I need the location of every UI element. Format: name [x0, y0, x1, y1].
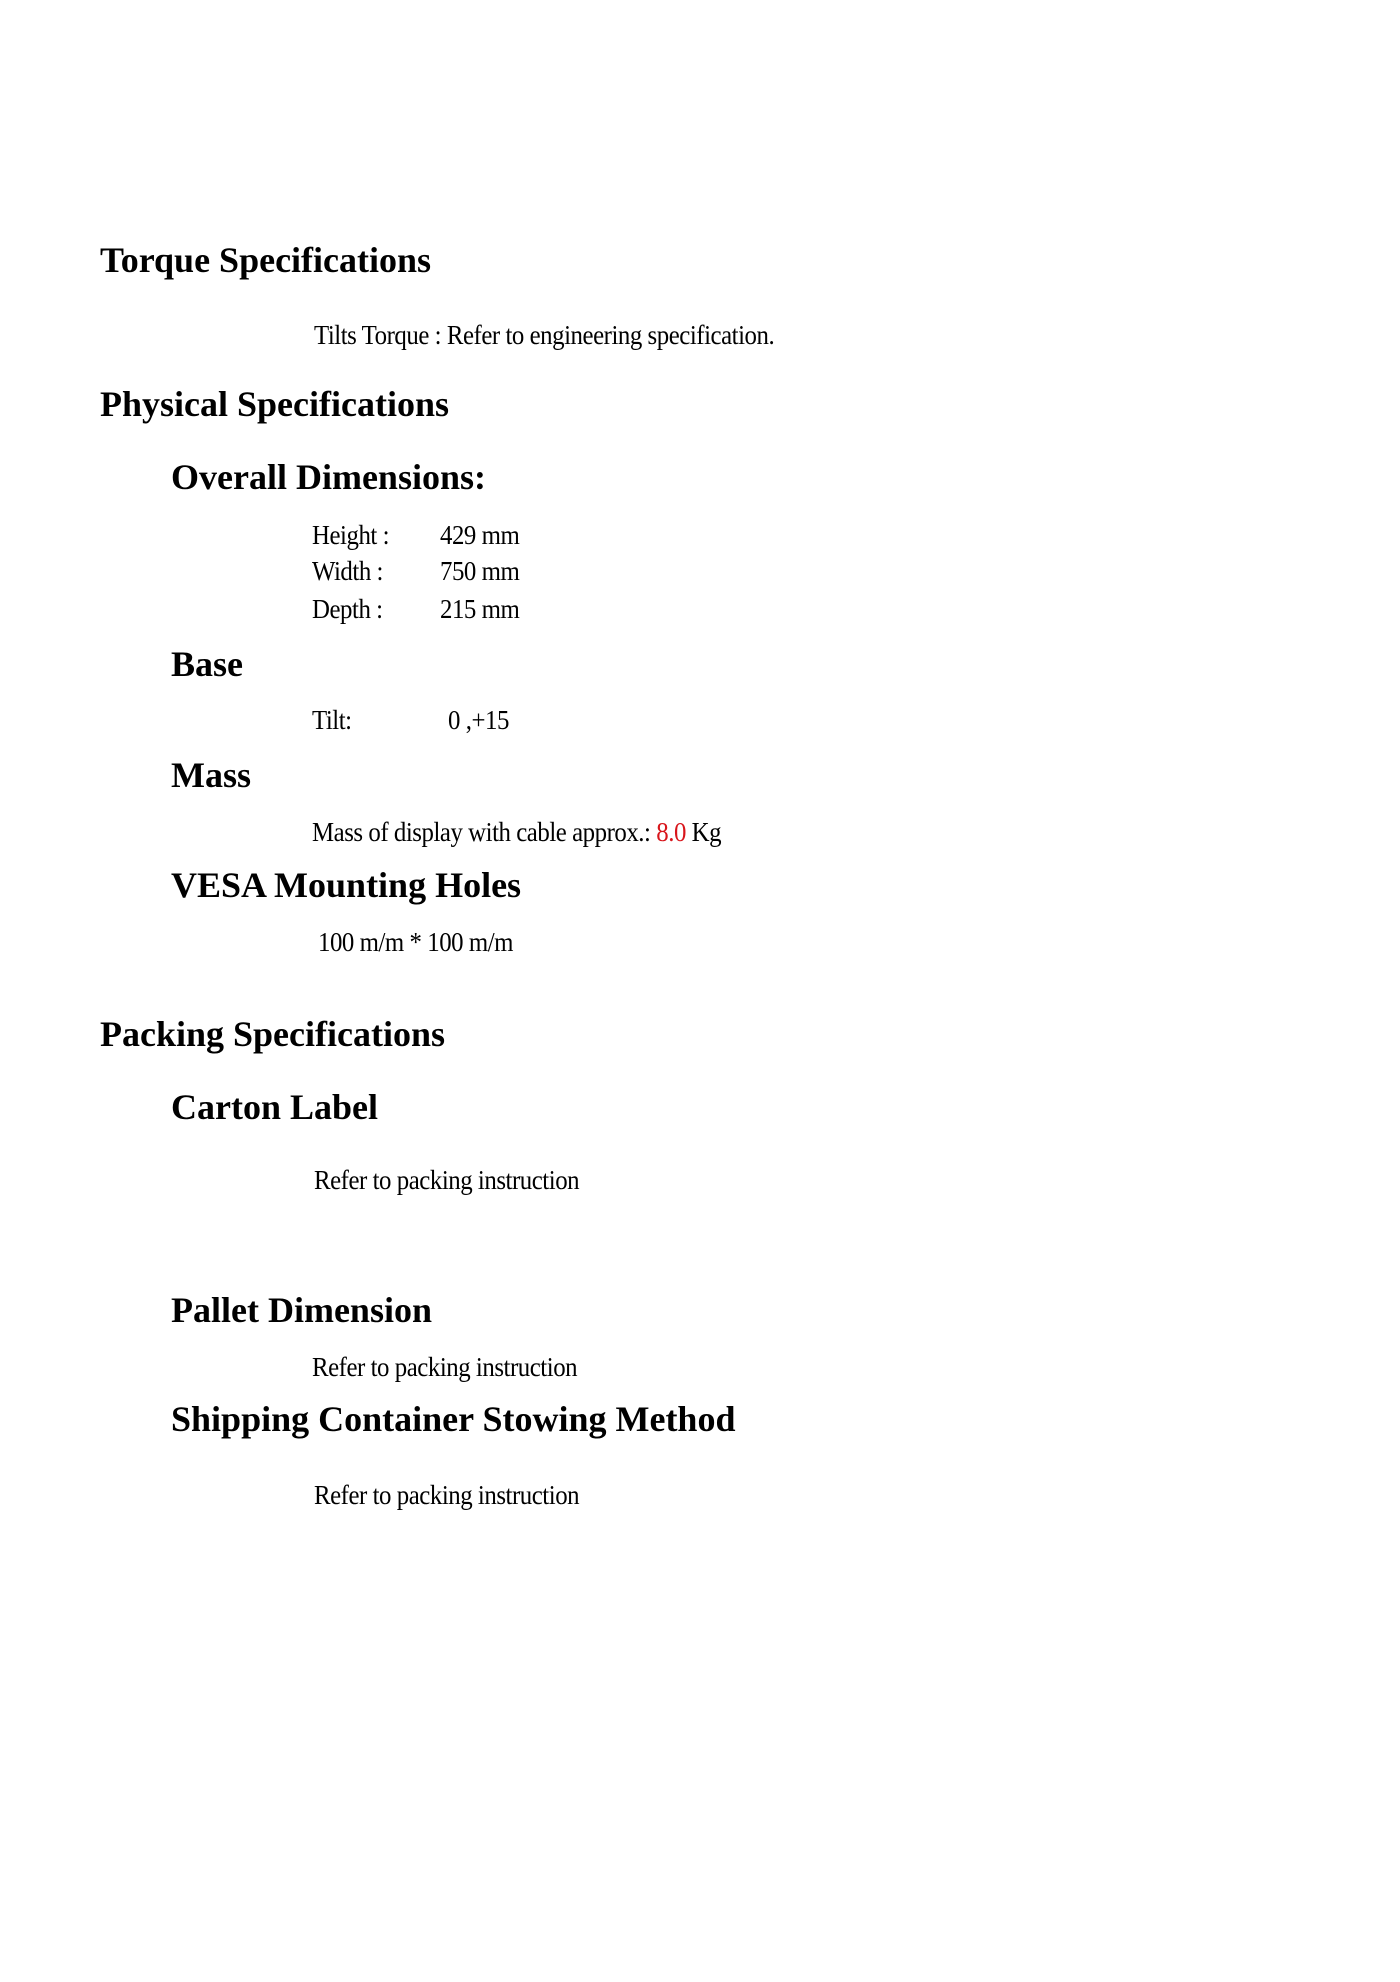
- stowing-method-heading: Shipping Container Stowing Method: [171, 1399, 736, 1439]
- width-label: Width :: [312, 556, 383, 586]
- mass-unit: Kg: [685, 817, 722, 847]
- height-value: 429 mm: [440, 520, 520, 550]
- physical-specifications-heading: Physical Specifications: [100, 384, 449, 424]
- pallet-dimension-heading: Pallet Dimension: [171, 1290, 432, 1330]
- packing-specifications-heading: Packing Specifications: [100, 1014, 446, 1054]
- tilt-value: 0 ,+15: [448, 705, 509, 735]
- torque-specifications-heading: Torque Specifications: [100, 240, 432, 280]
- depth-value: 215 mm: [440, 594, 520, 624]
- vesa-mounting-holes-heading: VESA Mounting Holes: [171, 865, 522, 905]
- mass-prefix: Mass of display with cable approx.:: [312, 817, 657, 847]
- height-label: Height :: [312, 520, 390, 550]
- tilts-torque-text: Tilts Torque : Refer to engineering specification.: [314, 320, 775, 350]
- vesa-value: 100 m/m * 100 m/m: [318, 927, 514, 957]
- tilt-label: Tilt:: [312, 705, 352, 735]
- width-value: 750 mm: [440, 556, 520, 586]
- mass-value: 8.0: [656, 817, 686, 847]
- mass-text: [312, 815, 721, 849]
- pallet-dimension-text: Refer to packing instruction: [312, 1352, 578, 1382]
- overall-dimensions-heading: Overall Dimensions:: [171, 457, 486, 497]
- carton-label-text: Refer to packing instruction: [314, 1165, 580, 1195]
- carton-label-heading: Carton Label: [171, 1087, 378, 1127]
- depth-label: Depth :: [312, 594, 383, 624]
- stowing-method-text: Refer to packing instruction: [314, 1480, 580, 1510]
- base-heading: Base: [171, 644, 243, 684]
- mass-heading: Mass: [171, 755, 251, 795]
